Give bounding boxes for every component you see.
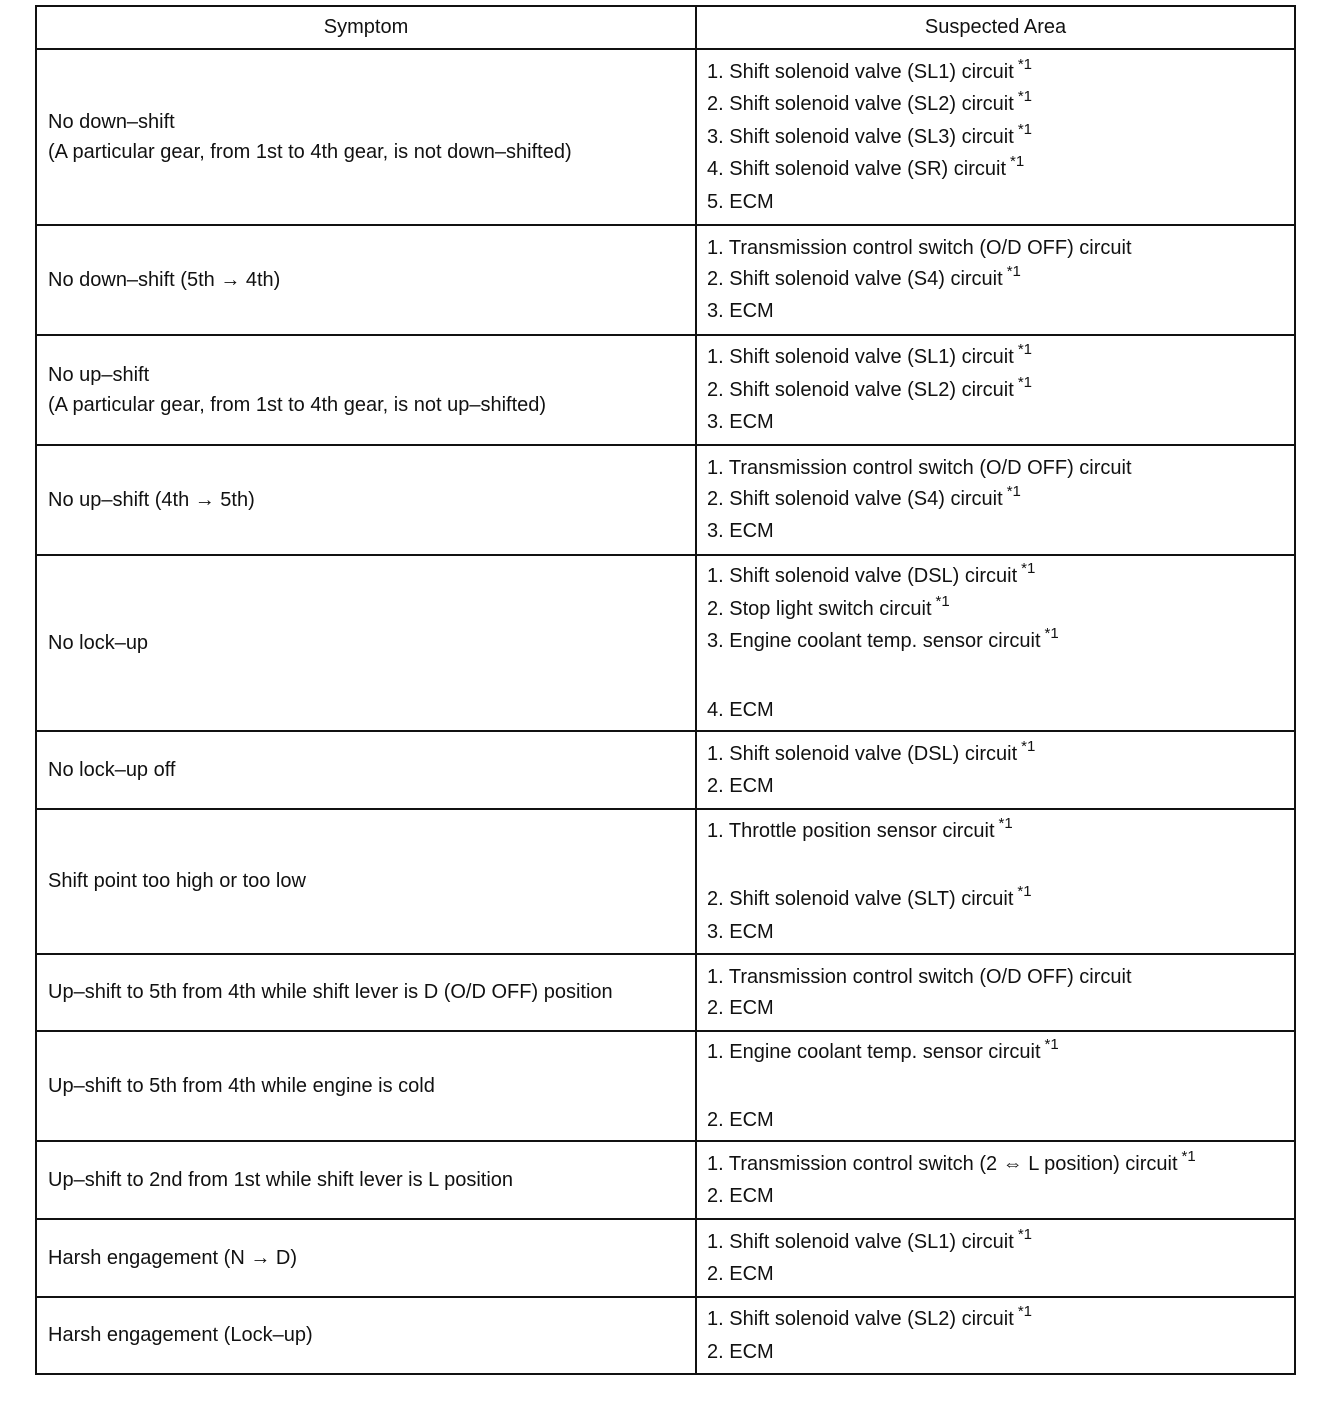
- suspected-area-item: [707, 1259, 1294, 1290]
- suspected-area-text: 3. ECM: [707, 520, 774, 543]
- symptom-text: Harsh engagement (N → D): [48, 1246, 297, 1269]
- suspected-area-text: 1. Shift solenoid valve (SL1) circuit: [707, 1230, 1014, 1253]
- symptom-cell: [36, 1297, 696, 1374]
- suspected-area-header: Suspected Area: [696, 6, 1295, 49]
- symptom-text: No down–shift (5th → 4th): [48, 268, 281, 291]
- suspected-area-text: 5. ECM: [707, 190, 774, 213]
- table-row: [36, 809, 1295, 954]
- suspected-area-item: [707, 407, 1294, 438]
- suspected-area-text: 1. Shift solenoid valve (SL2) circuit: [707, 1308, 1014, 1330]
- suspected-area-text: 3. ECM: [707, 411, 774, 434]
- suspected-area-item: [707, 917, 1294, 948]
- suspected-area-text: 2. Shift solenoid valve (SL2) circuit: [707, 378, 1014, 401]
- suspected-area-item: [707, 516, 1294, 547]
- suspected-area-text: 2. Shift solenoid valve (SLT) circuit: [707, 888, 1014, 911]
- symptom-cell: [36, 555, 696, 731]
- suspected-area-item: [707, 233, 1294, 264]
- suspected-area-item: [707, 1105, 1294, 1136]
- table-row: [36, 555, 1295, 731]
- suspected-area-item: [707, 739, 1294, 772]
- suspected-area-text: 2. Shift solenoid valve (S4) circuit: [707, 487, 1003, 510]
- suspected-area-text: 1. Transmission control switch (O/D OFF) circuit: [707, 457, 1132, 480]
- symptom-cell: [36, 731, 696, 809]
- suspected-area-cell: [696, 445, 1295, 555]
- suspected-area-item: [707, 453, 1294, 484]
- suspected-area-text: 2. ECM: [707, 1263, 774, 1285]
- suspected-area-text: 1. Shift solenoid valve (DSL) circuit: [707, 742, 1018, 765]
- suspected-area-text: 1. Throttle position sensor circuit: [707, 819, 995, 842]
- suspected-area-text: 4. Shift solenoid valve (SR) circuit: [707, 158, 1007, 181]
- table-row: [36, 49, 1295, 225]
- suspected-area-item: [707, 962, 1294, 993]
- suspected-area-cell: [696, 555, 1295, 731]
- suspected-area-cell: [696, 954, 1295, 1031]
- header-row: [36, 6, 1295, 49]
- suspected-area-text: 3. ECM: [707, 300, 774, 323]
- footnote-marker: *1: [1021, 737, 1036, 755]
- suspected-area-item: [707, 1227, 1294, 1260]
- suspected-area-text: 2. ECM: [707, 1340, 774, 1363]
- suspected-area-text: 1. Shift solenoid valve (SL1) circuit: [707, 60, 1014, 83]
- suspected-area-text: 3. Engine coolant temp. sensor circuit: [707, 630, 1041, 652]
- table-row: [36, 1219, 1295, 1297]
- symptom-text: No down–shift: [48, 110, 175, 133]
- symptom-cell: [36, 1141, 696, 1219]
- suspected-area-item: [707, 89, 1294, 122]
- symptom-text: Shift point too high or too low: [48, 870, 306, 893]
- suspected-area-text: 3. ECM: [707, 920, 774, 943]
- suspected-area-text: 1. Shift solenoid valve (SL1) circuit: [707, 346, 1014, 369]
- table-row: [36, 225, 1295, 335]
- suspected-area-item: [707, 1181, 1294, 1212]
- suspected-area-text: 2. ECM: [707, 996, 774, 1019]
- footnote-marker: *1: [1017, 341, 1032, 359]
- symptom-text: Up–shift to 2nd from 1st while shift lever is L position: [48, 1168, 514, 1191]
- suspected-area-item: [707, 771, 1294, 802]
- footnote-marker: *1: [1017, 55, 1032, 73]
- suspected-area-item: [707, 484, 1294, 517]
- suspected-area-item: [707, 187, 1294, 218]
- footnote-marker: *1: [1017, 373, 1032, 391]
- suspected-area-item: [707, 594, 1294, 627]
- suspected-area-item: [707, 626, 1294, 659]
- suspected-area-item: [707, 1037, 1294, 1070]
- footnote-marker: *1: [1006, 482, 1021, 500]
- footnote-marker: *1: [1010, 153, 1025, 171]
- suspected-area-cell: [696, 1141, 1295, 1219]
- symptom-text: No lock–up off: [48, 758, 176, 781]
- symptom-text: No up–shift: [48, 363, 150, 386]
- symptom-text: (A particular gear, from 1st to 4th gear, is not down–shifted): [48, 141, 572, 163]
- suspected-area-item: [707, 122, 1294, 155]
- table-row: [36, 335, 1295, 445]
- symptom-cell: [36, 954, 696, 1031]
- table-row: [36, 1141, 1295, 1219]
- footnote-marker: *1: [1181, 1147, 1196, 1165]
- suspected-area-item: [707, 57, 1294, 90]
- symptom-cell: [36, 1219, 696, 1297]
- suspected-area-cell: [696, 1297, 1295, 1374]
- symptom-cell: [36, 335, 696, 445]
- symptom-header: Symptom: [36, 6, 696, 49]
- footnote-marker: *1: [1017, 1225, 1032, 1243]
- footnote-marker: *1: [998, 814, 1013, 832]
- suspected-area-cell: [696, 335, 1295, 445]
- suspected-area-text: 2. ECM: [707, 1109, 774, 1131]
- diagnosis-table: [35, 5, 1296, 1375]
- suspected-area-text: 1. Transmission control switch (O/D OFF) circuit: [707, 237, 1132, 260]
- suspected-area-item: [707, 1149, 1294, 1182]
- table-row: [36, 731, 1295, 809]
- suspected-area-item: [707, 296, 1294, 327]
- footnote-marker: *1: [1017, 1303, 1032, 1320]
- suspected-area-text: 2. ECM: [707, 1185, 774, 1207]
- symptom-cell: [36, 1031, 696, 1141]
- suspected-area-item: [707, 1304, 1294, 1337]
- footnote-marker: *1: [1017, 883, 1032, 901]
- suspected-area-text: 1. Shift solenoid valve (DSL) circuit: [707, 565, 1018, 587]
- symptom-cell: [36, 809, 696, 954]
- suspected-area-text: 3. Shift solenoid valve (SL3) circuit: [707, 125, 1014, 148]
- table-row: [36, 954, 1295, 1031]
- symptom-text: No lock–up: [48, 631, 149, 654]
- suspected-area-item: [707, 561, 1294, 594]
- suspected-area-cell: [696, 1031, 1295, 1141]
- footnote-marker: *1: [1017, 88, 1032, 106]
- symptom-text: No up–shift (4th → 5th): [48, 488, 255, 511]
- suspected-area-cell: [696, 225, 1295, 335]
- suspected-area-cell: [696, 1219, 1295, 1297]
- suspected-area-text: 2. Stop light switch circuit: [707, 597, 932, 620]
- suspected-area-item: [707, 816, 1294, 849]
- suspected-area-text: 2. Shift solenoid valve (SL2) circuit: [707, 93, 1014, 116]
- symptom-text: Up–shift to 5th from 4th while engine is cold: [48, 1074, 435, 1097]
- suspected-area-text: 1. Transmission control switch (2 ⇔ L position) circuit: [707, 1152, 1178, 1175]
- suspected-area-item: [707, 154, 1294, 187]
- footnote-marker: *1: [1021, 560, 1036, 577]
- footnote-marker: *1: [1044, 625, 1059, 642]
- footnote-marker: *1: [1017, 120, 1032, 138]
- suspected-area-item: [707, 1337, 1294, 1368]
- suspected-area-cell: [696, 49, 1295, 225]
- footnote-marker: *1: [935, 592, 950, 610]
- suspected-area-text: 1. Transmission control switch (O/D OFF) circuit: [707, 966, 1132, 988]
- suspected-area-item: [707, 342, 1294, 375]
- suspected-area-item: [707, 264, 1294, 297]
- symptom-text: Harsh engagement (Lock–up): [48, 1324, 313, 1347]
- suspected-area-cell: [696, 809, 1295, 954]
- table-row: [36, 1031, 1295, 1141]
- suspected-area-cell: [696, 731, 1295, 809]
- suspected-area-text: 1. Engine coolant temp. sensor circuit: [707, 1040, 1041, 1063]
- symptom-cell: [36, 225, 696, 335]
- footnote-marker: *1: [1006, 262, 1021, 280]
- table-row: [36, 1297, 1295, 1374]
- suspected-area-item: [707, 375, 1294, 408]
- symptom-cell: [36, 445, 696, 555]
- suspected-area-item: [707, 993, 1294, 1024]
- suspected-area-item: [707, 695, 1294, 726]
- suspected-area-text: 2. Shift solenoid valve (S4) circuit: [707, 267, 1003, 290]
- suspected-area-text: 4. ECM: [707, 698, 774, 721]
- symptom-text: Up–shift to 5th from 4th while shift lever is D (O/D OFF) position: [48, 981, 613, 1004]
- symptom-cell: [36, 49, 696, 225]
- table-body: [36, 49, 1295, 1374]
- table-row: [36, 445, 1295, 555]
- suspected-area-item: [707, 884, 1294, 917]
- footnote-marker: *1: [1044, 1035, 1059, 1053]
- symptom-text: (A particular gear, from 1st to 4th gear, is not up–shifted): [48, 394, 547, 416]
- suspected-area-text: 2. ECM: [707, 775, 774, 797]
